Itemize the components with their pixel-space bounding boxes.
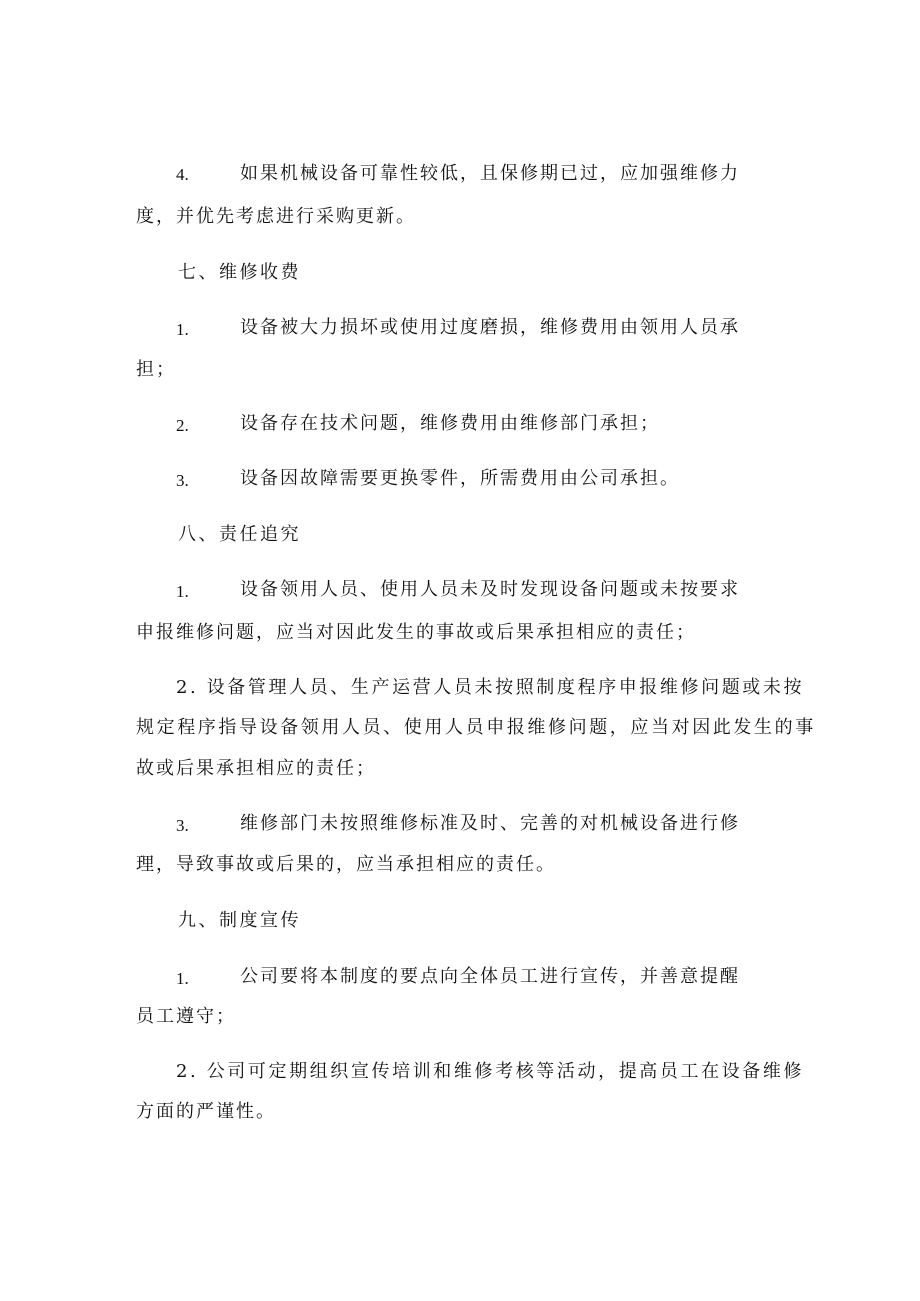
paragraph-line: 如果机械设备可靠性较低，且保修期已过，应加强维修力 [240,163,740,184]
item-number: 1. [176,320,189,339]
paragraph-line: 2. 设备管理人员、生产运营人员未按照制度程序申报维修问题或未按 [176,677,805,698]
paragraph-line: 2. 公司可定期组织宣传培训和维修考核等活动，提高员工在设备维修 [176,1061,805,1082]
item-number: 1. [176,969,189,988]
paragraph-line: 理，导致事故或后果的，应当承担相应的责任。 [136,854,556,875]
paragraph-line: 担； [136,359,176,380]
section-heading: 九、制度宣传 [178,910,301,931]
paragraph-line: 员工遵守； [136,1006,236,1027]
paragraph-line: 设备被大力损坏或使用过度磨损，维修费用由领用人员承 [240,317,740,338]
item-number: 3. [176,471,189,490]
paragraph-line: 设备存在技术问题，维修费用由维修部门承担； [240,413,660,434]
item-number: 2. [176,416,189,435]
paragraph-line: 公司要将本制度的要点向全体员工进行宣传，并善意提醒 [240,966,740,987]
paragraph-line: 故或后果承担相应的责任； [136,758,376,779]
section-heading: 七、维修收费 [178,262,301,283]
item-number: 1. [176,582,189,601]
paragraph-line: 方面的严谨性。 [136,1101,276,1122]
paragraph-line: 维修部门未按照维修标准及时、完善的对机械设备进行修 [240,813,740,834]
item-number: 4. [176,165,189,184]
item-number: 3. [176,816,189,835]
paragraph-line: 度，并优先考虑进行采购更新。 [136,206,416,227]
paragraph-line: 设备因故障需要更换零件，所需费用由公司承担。 [240,468,680,489]
section-heading: 八、责任追究 [178,524,301,545]
paragraph-line: 申报维修问题，应当对因此发生的事故或后果承担相应的责任； [136,622,696,643]
paragraph-line: 设备领用人员、使用人员未及时发现设备问题或未按要求 [240,579,740,600]
paragraph-line: 规定程序指导设备领用人员、使用人员申报维修问题，应当对因此发生的事 [136,717,816,738]
